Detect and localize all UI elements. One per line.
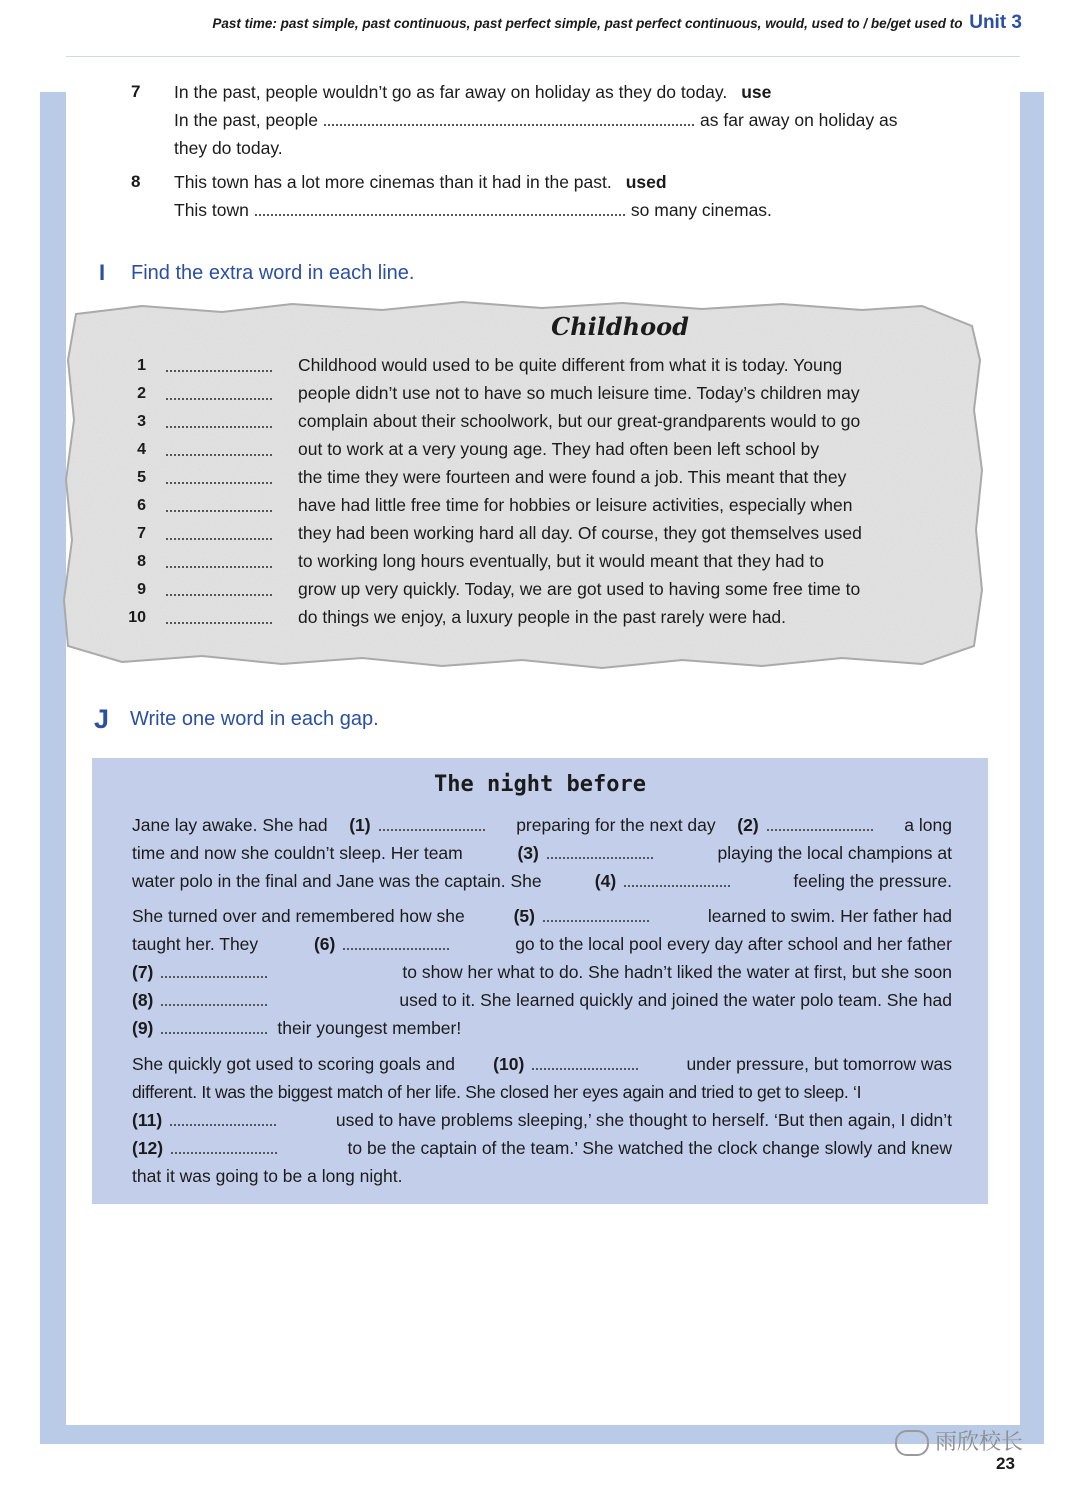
item-number: 8 bbox=[131, 172, 141, 191]
passage-line bbox=[132, 815, 952, 836]
item-keyword: use bbox=[741, 82, 772, 102]
answer-blank[interactable] bbox=[379, 819, 485, 831]
gap bbox=[517, 843, 662, 864]
answer-blank[interactable] bbox=[161, 966, 267, 978]
passage-text: playing the local champions at bbox=[717, 843, 952, 863]
gap bbox=[514, 906, 659, 927]
line-number: 8 bbox=[137, 553, 146, 570]
passage-line bbox=[132, 871, 952, 892]
passage-line bbox=[132, 1166, 952, 1187]
passage-line bbox=[132, 1138, 952, 1159]
list-item bbox=[120, 467, 940, 495]
answer-blank[interactable] bbox=[161, 1022, 267, 1034]
gap-number: (10) bbox=[493, 1054, 525, 1074]
passage-text: time and now she couldn’t sleep. Her team bbox=[132, 843, 463, 863]
gap-number: (7) bbox=[132, 962, 154, 982]
passage-line bbox=[132, 1110, 952, 1131]
line-number: 3 bbox=[137, 413, 146, 430]
watermark-text: 雨欣校长 bbox=[935, 1429, 1024, 1454]
gap bbox=[132, 962, 277, 983]
list-item bbox=[120, 439, 940, 467]
item-sentence bbox=[174, 82, 771, 103]
line-text: have had little free time for hobbies or leisure activities, especially when bbox=[298, 495, 853, 515]
line-number: 7 bbox=[137, 525, 146, 542]
passage-line bbox=[132, 934, 952, 955]
passage-text: preparing for the next day bbox=[516, 815, 716, 835]
line-text: they had been working hard all day. Of course, they got themselves used bbox=[298, 523, 862, 543]
answer-start: In the past, people bbox=[174, 110, 318, 130]
answer-blank[interactable] bbox=[543, 910, 649, 922]
gap-number: (9) bbox=[132, 1018, 154, 1038]
answer-start: This town bbox=[174, 200, 249, 220]
item-sentence-text: In the past, people wouldn’t go as far away on holiday as they do today. bbox=[174, 82, 728, 102]
answer-end: so many cinemas. bbox=[630, 200, 772, 220]
passage-title: Childhood bbox=[551, 312, 689, 341]
line-text: complain about their schoolwork, but our great-grandparents would to go bbox=[298, 411, 861, 431]
gap-number: (2) bbox=[737, 815, 759, 835]
passage-text: to show her what to do. She hadn’t liked the water at first, but she soon bbox=[402, 962, 952, 982]
section-letter: J bbox=[94, 704, 110, 734]
passage-line bbox=[132, 990, 952, 1011]
passage-title: The night before bbox=[434, 772, 646, 797]
passage-text: She turned over and remembered how she bbox=[132, 906, 465, 926]
line-number: 9 bbox=[137, 581, 146, 598]
item-answer-continuation: they do today. bbox=[174, 138, 283, 158]
section-letter: I bbox=[99, 260, 106, 285]
header-topic-text: Past time: past simple, past continuous, past perfect simple, past perfect continuous, would, used to / be/get used to bbox=[212, 16, 963, 31]
answer-blank[interactable] bbox=[170, 1114, 276, 1126]
line-text: grow up very quickly. Today, we are got used to having some free time to bbox=[298, 579, 861, 599]
passage-text: that it was going to be a long night. bbox=[132, 1166, 403, 1186]
passage-text: taught her. They bbox=[132, 934, 259, 954]
gap bbox=[132, 1138, 287, 1159]
answer-blank[interactable] bbox=[532, 1058, 638, 1070]
line-text: out to work at a very young age. They had often been left school by bbox=[298, 439, 820, 459]
list-item bbox=[120, 607, 940, 635]
gap-number: (6) bbox=[313, 934, 336, 954]
line-number: 5 bbox=[137, 469, 146, 486]
gap bbox=[132, 1110, 286, 1131]
section-instruction: Find the extra word in each line. bbox=[131, 262, 415, 284]
gap-number: (4) bbox=[594, 871, 617, 891]
item-sentence-text: This town has a lot more cinemas than it had in the past. bbox=[174, 172, 612, 192]
answer-blank[interactable] bbox=[161, 994, 267, 1006]
gap bbox=[349, 815, 494, 836]
passage-line bbox=[132, 843, 952, 864]
answer-blank[interactable] bbox=[166, 566, 272, 568]
passage-line bbox=[132, 1018, 952, 1039]
answer-blank[interactable] bbox=[166, 594, 272, 596]
gap bbox=[132, 1018, 277, 1039]
answer-blank[interactable] bbox=[547, 847, 653, 859]
gap bbox=[493, 1054, 648, 1075]
list-item bbox=[120, 551, 940, 579]
list-item bbox=[120, 495, 940, 523]
answer-blank[interactable] bbox=[166, 482, 272, 484]
gap-number: (1) bbox=[349, 815, 371, 835]
item-answer-line bbox=[174, 200, 772, 221]
gap bbox=[737, 815, 882, 836]
line-text: people didn’t use not to have so much leisure time. Today’s children may bbox=[298, 383, 860, 403]
line-number: 6 bbox=[137, 497, 146, 514]
answer-end: as far away on holiday as bbox=[700, 110, 898, 130]
page-header bbox=[0, 9, 1080, 39]
passage-text: to be the captain of the team.’ She watched the clock change slowly and knew bbox=[347, 1138, 952, 1158]
line-text: to working long hours eventually, but it would meant that they had to bbox=[298, 551, 824, 571]
answer-blank[interactable] bbox=[255, 202, 625, 216]
section-instruction: Write one word in each gap. bbox=[130, 708, 379, 730]
line-text: Childhood would used to be quite different from what it is today. Young bbox=[298, 355, 843, 375]
answer-blank[interactable] bbox=[166, 510, 272, 512]
line-text: the time they were fourteen and were found a job. This meant that they bbox=[298, 467, 847, 487]
line-number: 2 bbox=[137, 385, 146, 402]
answer-blank[interactable] bbox=[166, 622, 272, 624]
item-answer-line bbox=[174, 110, 897, 131]
passage-line bbox=[132, 1054, 952, 1075]
passage-line bbox=[132, 906, 952, 927]
passage-text: learned to swim. Her father had bbox=[707, 906, 952, 926]
page-border-right bbox=[1020, 92, 1044, 1444]
passage-text: different. It was the biggest match of her life. She closed her eyes again and tried to get to sleep. ‘I bbox=[132, 1082, 862, 1102]
answer-blank[interactable] bbox=[343, 938, 449, 950]
list-item bbox=[120, 383, 940, 411]
item-sentence bbox=[174, 172, 667, 193]
item-keyword: used bbox=[625, 172, 667, 192]
answer-blank[interactable] bbox=[166, 454, 272, 456]
page-border-bottom bbox=[40, 1424, 1044, 1444]
line-number: 1 bbox=[137, 357, 146, 374]
answer-blank[interactable] bbox=[166, 370, 272, 372]
unit-label: Unit 3 bbox=[969, 12, 1022, 33]
line-number: 4 bbox=[137, 441, 146, 458]
item-number: 7 bbox=[131, 82, 141, 101]
answer-blank[interactable] bbox=[166, 538, 272, 540]
list-item bbox=[120, 523, 940, 551]
gap-number: (5) bbox=[513, 906, 535, 926]
answer-blank[interactable] bbox=[624, 875, 730, 887]
watermark bbox=[895, 1425, 1023, 1456]
gap-number: (3) bbox=[517, 843, 539, 863]
answer-blank[interactable] bbox=[324, 112, 694, 126]
passage-line bbox=[132, 962, 952, 983]
page-number: 23 bbox=[996, 1454, 1015, 1473]
passage-text: She quickly got used to scoring goals and bbox=[132, 1054, 455, 1074]
line-text: do things we enjoy, a luxury people in the past rarely were had. bbox=[298, 607, 787, 627]
wechat-icon bbox=[895, 1430, 929, 1456]
gap bbox=[314, 934, 459, 955]
passage-text: their youngest member! bbox=[277, 1018, 462, 1038]
passage-text: under pressure, but tomorrow was bbox=[686, 1054, 952, 1074]
passage-text: feeling the pressure. bbox=[793, 871, 952, 891]
header-topic bbox=[212, 12, 1022, 34]
gap-number: (8) bbox=[132, 990, 154, 1010]
answer-blank[interactable] bbox=[166, 398, 272, 400]
passage-line bbox=[132, 1082, 952, 1103]
passage-text: used to have problems sleeping,’ she thought to herself. ‘But then again, I didn’t bbox=[335, 1110, 952, 1130]
list-item bbox=[120, 579, 940, 607]
list-item bbox=[120, 411, 940, 439]
answer-blank[interactable] bbox=[171, 1142, 277, 1154]
passage-text: used to it. She learned quickly and joined the water polo team. She had bbox=[399, 990, 952, 1010]
passage-text: a long bbox=[904, 815, 952, 835]
line-number: 10 bbox=[128, 609, 146, 626]
gap bbox=[132, 990, 277, 1011]
answer-blank[interactable] bbox=[767, 819, 873, 831]
gap-number: (11) bbox=[132, 1110, 163, 1130]
answer-blank[interactable] bbox=[166, 426, 272, 428]
gap bbox=[595, 871, 740, 892]
page-border-left bbox=[40, 92, 66, 1444]
passage-text: go to the local pool every day after school and her father bbox=[515, 934, 952, 954]
passage-text: Jane lay awake. She had bbox=[132, 815, 328, 835]
gap-number: (12) bbox=[132, 1138, 164, 1158]
passage-text: water polo in the final and Jane was the captain. She bbox=[132, 871, 542, 891]
list-item bbox=[120, 355, 940, 383]
